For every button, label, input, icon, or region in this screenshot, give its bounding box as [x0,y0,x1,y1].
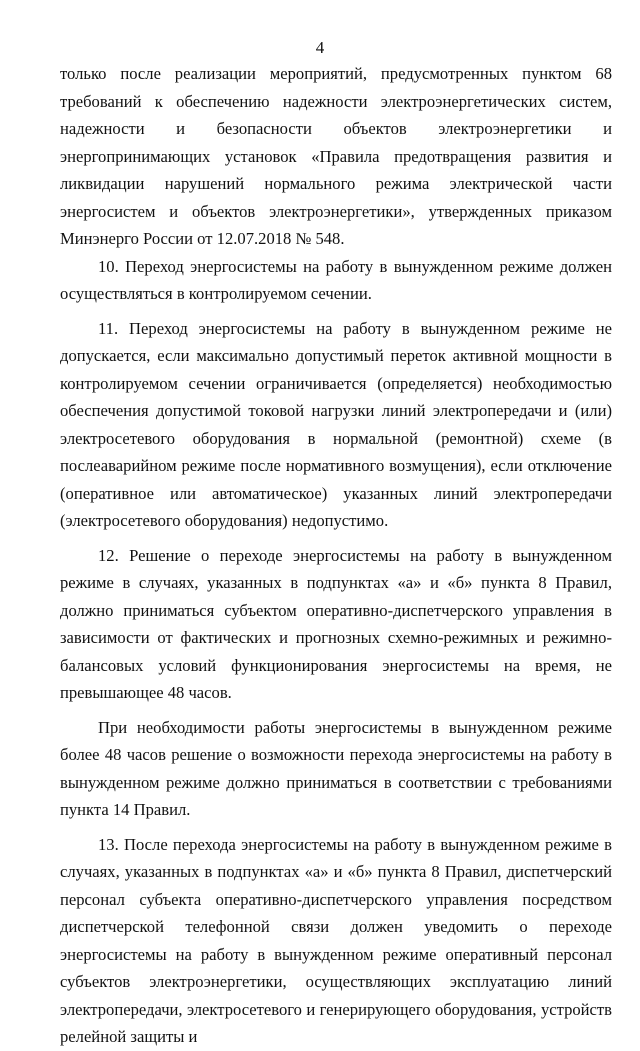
paragraph-item-13: 13. После перехода энергосистемы на работу в вынужденном режиме в случаях, указанных в подпунктах «а» и «б» пункта 8 Правил, диспетчерский персонал субъекта оперативно-диспетчерского управления посредством диспетчерской телефонной связи должен уведомить о переходе энергосистемы на работу в вынужденном режиме оперативный персонал субъектов электроэнергетики, осуществляющих эксплуатацию линий электропередачи, электросетевого и генерирующего оборудования, устройств релейной защиты и [60,834,612,1046]
paragraph-item-11: 11. Переход энергосистемы на работу в вынужденном режиме не допускается, если максимально допустимый переток активной мощности в контролируемом сечении ограничивается (определяется) необходимостью обеспечения допустимой токовой нагрузки линий электропередачи и (или) электросетевого оборудования в нормальной (ремонтной) схеме (в послеаварийном режиме после нормативного возмущения), если отключение (оперативное или автоматическое) указанных линий электропередачи (электросетевого оборудования) недопустимо. [60,318,612,530]
page-number: 4 [315,38,325,57]
paragraph-item-12: 12. Решение о переходе энергосистемы на работу в вынужденном режиме в случаях, указанных в подпунктах «а» и «б» пункта 8 Правил, должно приниматься субъектом оперативно-диспетчерского управления в зависимости от фактических и прогнозных схемно-режимных и режимно-балансовых условий функционирования энергосистемы на время, не превышающее 48 часов. [60,545,612,702]
paragraph-item-12-continued: При необходимости работы энергосистемы в вынужденном режиме более 48 часов решение о возможности перехода энергосистемы на работу в вынужденном режиме должно приниматься в соответствии с требованиями пункта 14 Правил. [60,717,612,819]
paragraph-item-10: 10. Переход энергосистемы на работу в вынужденном режиме должен осуществляться в контролируемом сечении. [60,256,612,303]
paragraph-continuation: только после реализации мероприятий, предусмотренных пунктом 68 требований к обеспечению надежности электроэнергетических систем, надежности и безопасности объектов электроэнергетики и энергопринимающих установок «Правила предотвращения развития и ликвидации нарушений нормального режима электрической части энергосистем и объектов электроэнергетики», утвержденных приказом Минэнерго России от 12.07.2018 № 548. [60,64,612,248]
document-body [60,60,612,1051]
